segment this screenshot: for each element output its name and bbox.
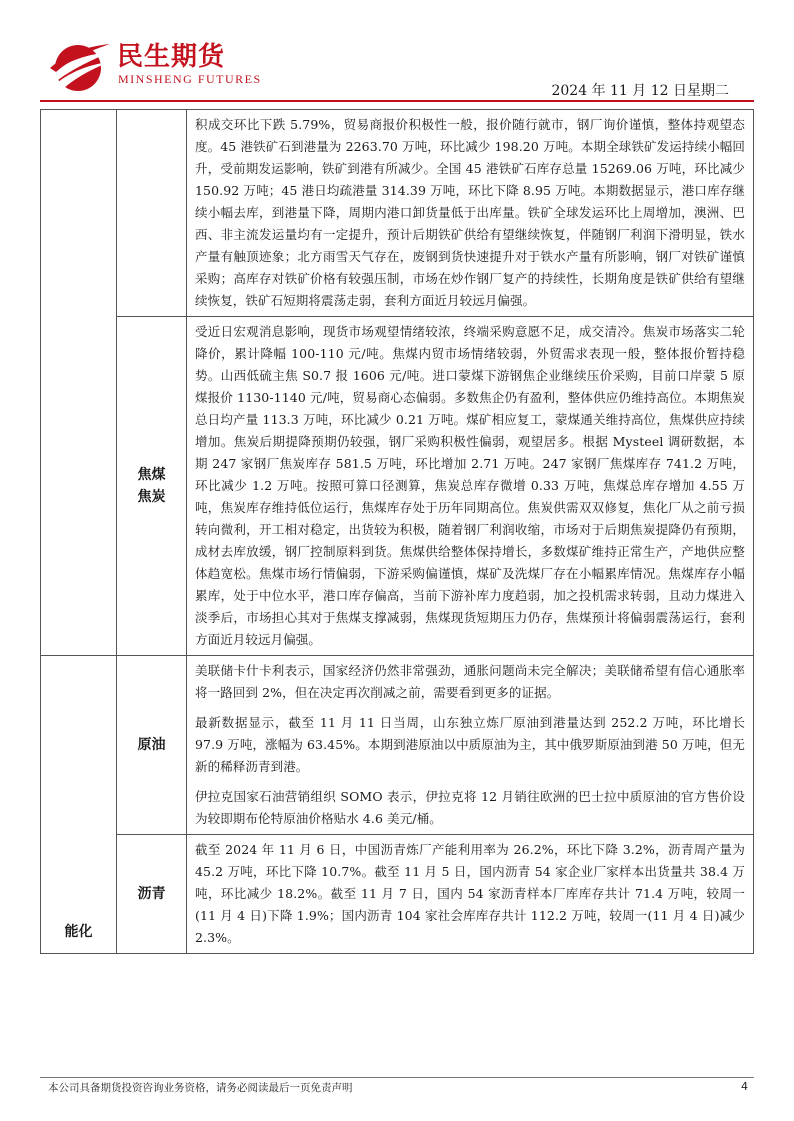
product-label-asphalt: 沥青 [137,886,166,902]
sector-cell-black [41,110,117,656]
brand-english-name: MINSHENG FUTURES [118,72,262,86]
footer-divider [40,1077,754,1078]
crude-paragraph-3: 伊拉克国家石油营销组织 SOMO 表示，伊拉克将 12 月销往欧洲的巴士拉中质原油的官方售价设为较即期布伦特原油价格贴水 4.6 美元/桶。 [195,789,745,826]
product-cell-iron-ore [117,110,187,317]
footer-disclaimer: 本公司具备期货投资咨询业务资格，请务必阅读最后一页免责声明 [48,1082,353,1094]
asphalt-paragraph: 截至 2024 年 11 月 6 日，中国沥青炼厂产能利用率为 26.2%，环比下降 3.2%，沥青周产量为 45.2 万吨，环比下降 10.7%。截至 11 月 5 日，国内沥青 54 家企业厂家样本出货量共 38.4 万吨，环比减少 18.2%。截至 11 月 7 日，国内 54 家沥青样本厂库库存共计 71.4 万吨，较周一(11 月 4 日)下降 1.9%；国内沥青 104 家社会库库存共计 112.2 万吨，较周一(11 月 4 日)减少 2.3%。 [195,842,745,945]
product-cell-crude [117,656,187,835]
product-label-coke: 焦炭 [137,489,166,505]
crude-paragraph-2: 最新数据显示，截至 11 月 11 日当周，山东独立炼厂原油到港量达到 252.2 万吨，环比增长 97.9 万吨，涨幅为 63.45%。本期到港原油以中质原油为主，其中俄罗斯原油到港 50 万吨，但无新的稀释沥青到港。 [195,715,745,774]
product-label-coking-coal: 焦煤 [137,467,166,483]
minsheng-logo-icon [48,38,112,92]
header-divider [40,100,754,102]
product-cell-coke [117,317,187,656]
sector-cell-energy [41,656,117,954]
table-row-asphalt [41,835,754,954]
report-date: 2024 年 11 月 12 日星期二 [551,83,729,99]
table-row-crude [41,656,754,835]
table-row-coke [41,317,754,656]
commodity-commentary-table [40,109,754,954]
page-number: 4 [741,1080,748,1093]
product-label-crude: 原油 [137,737,166,753]
asphalt-commentary [187,835,754,954]
page-header [0,0,794,110]
iron-ore-paragraph: 积成交环比下跌 5.79%，贸易商报价积极性一般，报价随行就市，钢厂询价谨慎，整体持观望态度。45 港铁矿石到港量为 2263.70 万吨，环比减少 198.20 万吨。本期全球铁矿发运持续小幅回升，受前期发运影响，铁矿到港有所减少。全国 45 港铁矿石库存总量 15269.06 万吨，环比减少 150.92 万吨；45 港日均疏港量 314.39 万吨，环比下降 8.95 万吨。本期数据显示，港口库存继续小幅去库，到港量下降，周期内港口卸货量低于出库量。铁矿全球发运环比上周增加，澳洲、巴西、非主流发运量均有一定提升，预计后期铁矿供给有望继续恢复，伴随钢厂利润下滑明显，铁水产量有触顶迹象；北方雨雪天气存在，废钢到货快速提升对于铁水产量有所影响，钢厂对铁矿谨慎采购；高库存对铁矿价格有较强压制，市场在炒作钢厂复产的持续性，长期角度是铁矿供给有望继续恢复，铁矿石短期将震荡走弱，套利方面近月较远月偏强。 [195,117,745,308]
coke-commentary [187,317,754,656]
iron-ore-commentary [187,110,754,317]
crude-paragraph-1: 美联储卡什卡利表示，国家经济仍然非常强劲，通胀问题尚未完全解决；美联储希望有信心通胀率将一路回到 2%，但在决定再次削减之前，需要看到更多的证据。 [195,663,745,700]
product-cell-asphalt [117,835,187,954]
sector-label-energy: 能化 [64,924,93,940]
coke-paragraph: 受近日宏观消息影响，现货市场观望情绪较浓，终端采购意愿不足，成交清冷。焦炭市场落实二轮降价，累计降幅 100-110 元/吨。焦煤内贸市场情绪较弱，外贸需求表现一般，整体报价暂持稳势。山西低硫主焦 S0.7 报 1606 元/吨。进口蒙煤下游钢焦企业继续压价采购，目前口岸蒙 5 原煤报价 1130-1140 元/吨，贸易商心态偏弱。多数焦企仍有盈利，整体供应仍维持高位。本期焦炭总日均产量 113.3 万吨，环比减少 0.21 万吨。煤矿相应复工，蒙煤通关维持高位，焦煤供应持续增加。焦炭后期提降预期仍较强，钢厂采购积极性偏弱，观望居多。根据 Mysteel 调研数据，本期 247 家钢厂焦炭库存 581.5 万吨，环比增加 2.71 万吨。247 家钢厂焦煤库存 741.2 万吨，环比减少 1.2 万吨。按照可算口径测算，焦炭总库存微增 0.33 万吨，焦煤总库存增加 4.55 万吨，焦炭库存维持低位运行，焦煤库存处于历年同期高位。焦炭供需双双修复，焦化厂从之前亏损转向微利，开工相对稳定，出货较为积极，随着钢厂利润收缩，市场对于后期焦炭提降仍有预期，成材去库放缓，钢厂控制原料到货。焦煤供给整体保持增长，多数煤矿维持正常生产，产地供应整体趋宽松。焦煤市场行情偏弱，下游采购偏谨慎，煤矿及洗煤厂存在小幅累库情况。焦煤库存小幅累库，处于中位水平，港口库存偏高，当前下游补库力度趋弱，加之投机需求转弱，且动力煤进入淡季后，市场担心其对于焦煤支撑减弱，焦煤现货短期压力仍存，焦煤预计将偏弱震荡运行，套利方面近月较远月偏强。 [195,324,745,647]
table-row-iron-ore [41,110,754,317]
brand-name: 民生期货 [117,42,226,72]
crude-commentary [187,656,754,835]
